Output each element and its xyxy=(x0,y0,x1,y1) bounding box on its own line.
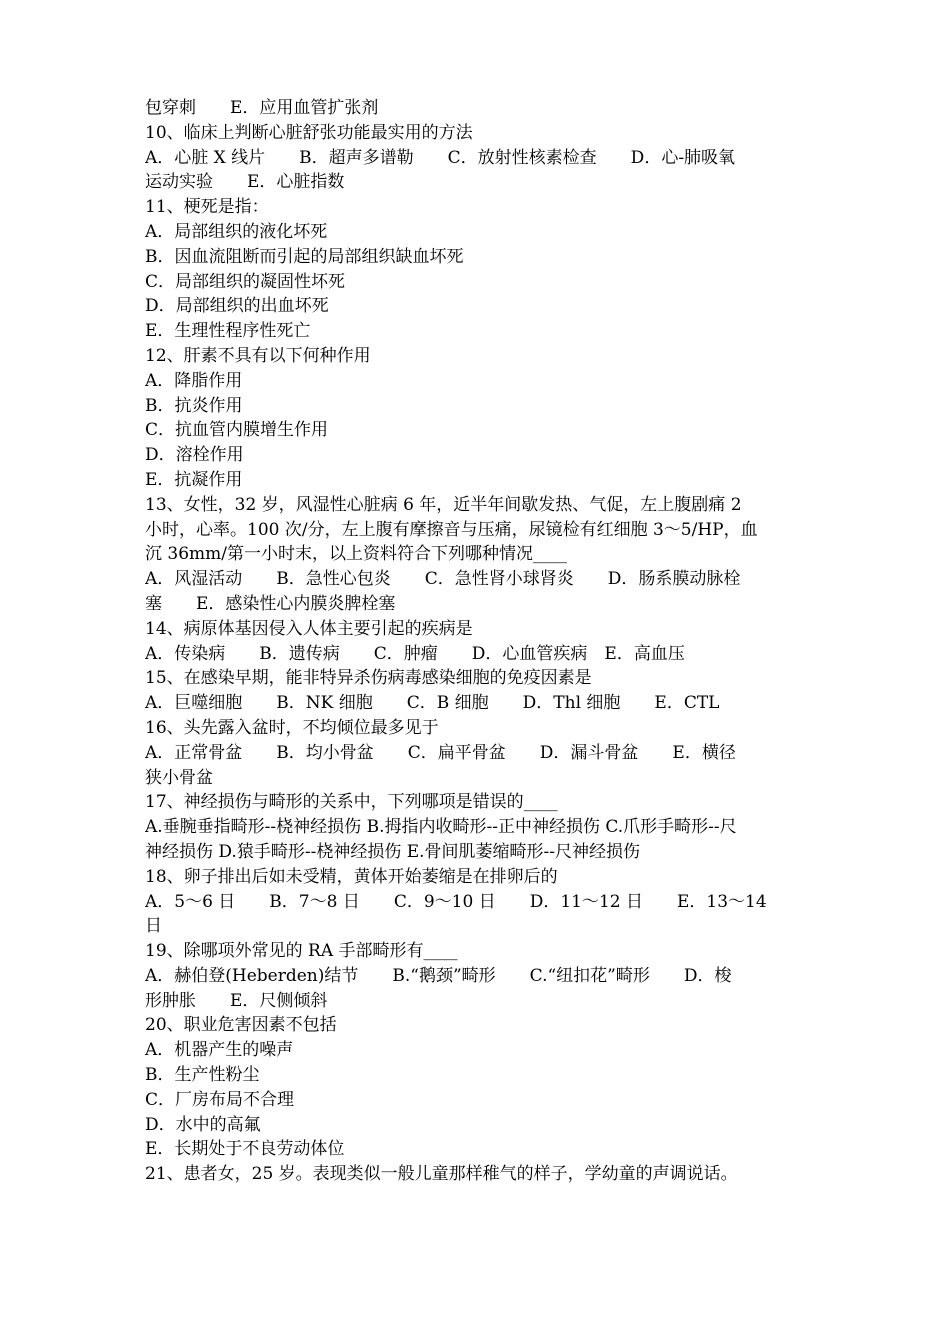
document-page xyxy=(145,96,807,1187)
option-b: B．因血流阻断而引起的局部组织缺血坏死 xyxy=(145,246,464,267)
text-line: 沉 36mm/第一小时末，以上资料符合下列哪种情况____ xyxy=(145,544,568,565)
option-d: D．水中的高氟 xyxy=(145,1114,261,1135)
option-c: C．抗血管内膜增生作用 xyxy=(145,420,329,441)
text-line: A．风湿活动 B．急性心包炎 C．急性肾小球肾炎 D．肠系膜动脉栓 xyxy=(145,569,741,590)
question-21: 21、患者女，25 岁。表现类似一般儿童那样稚气的样子，学幼童的声调说话。 xyxy=(145,1164,738,1185)
option-b: B．生产性粉尘 xyxy=(145,1065,260,1086)
option-b: B．抗炎作用 xyxy=(145,395,243,416)
text-line: 包穿刺 E．应用血管扩张剂 xyxy=(145,98,379,118)
question-13: 13、女性，32 岁，风湿性心脏病 6 年，近半年间歇发热、气促，左上腹剧痛 2 xyxy=(145,494,742,515)
text-line: 狭小骨盆 xyxy=(145,767,213,788)
text-line: 运动实验 E．心脏指数 xyxy=(145,172,345,193)
question-17: 17、神经损伤与畸形的关系中，下列哪项是错误的____ xyxy=(145,792,558,813)
text-line: 形肿胀 E．尺侧倾斜 xyxy=(145,990,328,1011)
text-line: A．心脏 X 线片 B．超声多谱勒 C．放射性核素检查 D．心-肺吸氧 xyxy=(145,147,736,168)
option-e: E．生理性程序性死亡 xyxy=(145,321,311,342)
option-e: E．抗凝作用 xyxy=(145,469,243,490)
text-line: A．正常骨盆 B．均小骨盆 C．扁平骨盆 D．漏斗骨盆 E．横径 xyxy=(145,742,736,763)
text-line: A．传染病 B．遗传病 C．肿瘤 D．心血管疾病 E．高血压 xyxy=(145,643,685,664)
option-a: A．机器产生的噪声 xyxy=(145,1040,294,1061)
question-16: 16、头先露入盆时，不均倾位最多见于 xyxy=(145,717,439,738)
option-a: A．降脂作用 xyxy=(145,370,243,391)
option-a: A．局部组织的液化坏死 xyxy=(145,221,328,242)
question-11: 11、梗死是指： xyxy=(145,197,269,218)
question-20: 20、职业危害因素不包括 xyxy=(145,1015,337,1036)
text-line: 塞 E．感染性心内膜炎脾栓塞 xyxy=(145,593,396,614)
option-c: C．厂房布局不合理 xyxy=(145,1089,295,1110)
text-line: 日 xyxy=(145,916,162,937)
question-10: 10、临床上判断心脏舒张功能最实用的方法 xyxy=(145,122,473,143)
option-d: D．局部组织的出血坏死 xyxy=(145,296,329,317)
text-line: 小时，心率。100 次/分，左上腹有摩擦音与压痛，尿镜检有红细胞 3～5/HP，血 xyxy=(145,519,758,540)
text-line: A．巨噬细胞 B．NK 细胞 C．B 细胞 D．Thl 细胞 E．CTL xyxy=(145,693,720,714)
question-12: 12、肝素不具有以下何种作用 xyxy=(145,345,371,366)
text-line: A.垂腕垂指畸形--桡神经损伤 B.拇指内收畸形--正中神经损伤 C.爪形手畸形--尺 xyxy=(145,817,737,838)
question-14: 14、病原体基因侵入人体主要引起的疾病是 xyxy=(145,618,473,639)
question-15: 15、在感染早期，能非特异杀伤病毒感染细胞的免疫因素是 xyxy=(145,668,592,689)
option-d: D．溶栓作用 xyxy=(145,445,244,466)
option-e: E．长期处于不良劳动体位 xyxy=(145,1139,345,1160)
question-19: 19、除哪项外常见的 RA 手部畸形有____ xyxy=(145,941,458,962)
option-c: C．局部组织的凝固性坏死 xyxy=(145,271,346,292)
question-18: 18、卵子排出后如未受精，黄体开始萎缩是在排卵后的 xyxy=(145,866,558,887)
text-line: A．赫伯登(Heberden)结节 B.“鹅颈”畸形 C.“纽扣花”畸形 D．梭 xyxy=(145,965,732,986)
text-line: A．5～6 日 B．7～8 日 C．9～10 日 D．11～12 日 E．13～14 xyxy=(145,891,767,912)
text-line: 神经损伤 D.猿手畸形--桡神经损伤 E.骨间肌萎缩畸形--尺神经损伤 xyxy=(145,841,641,862)
